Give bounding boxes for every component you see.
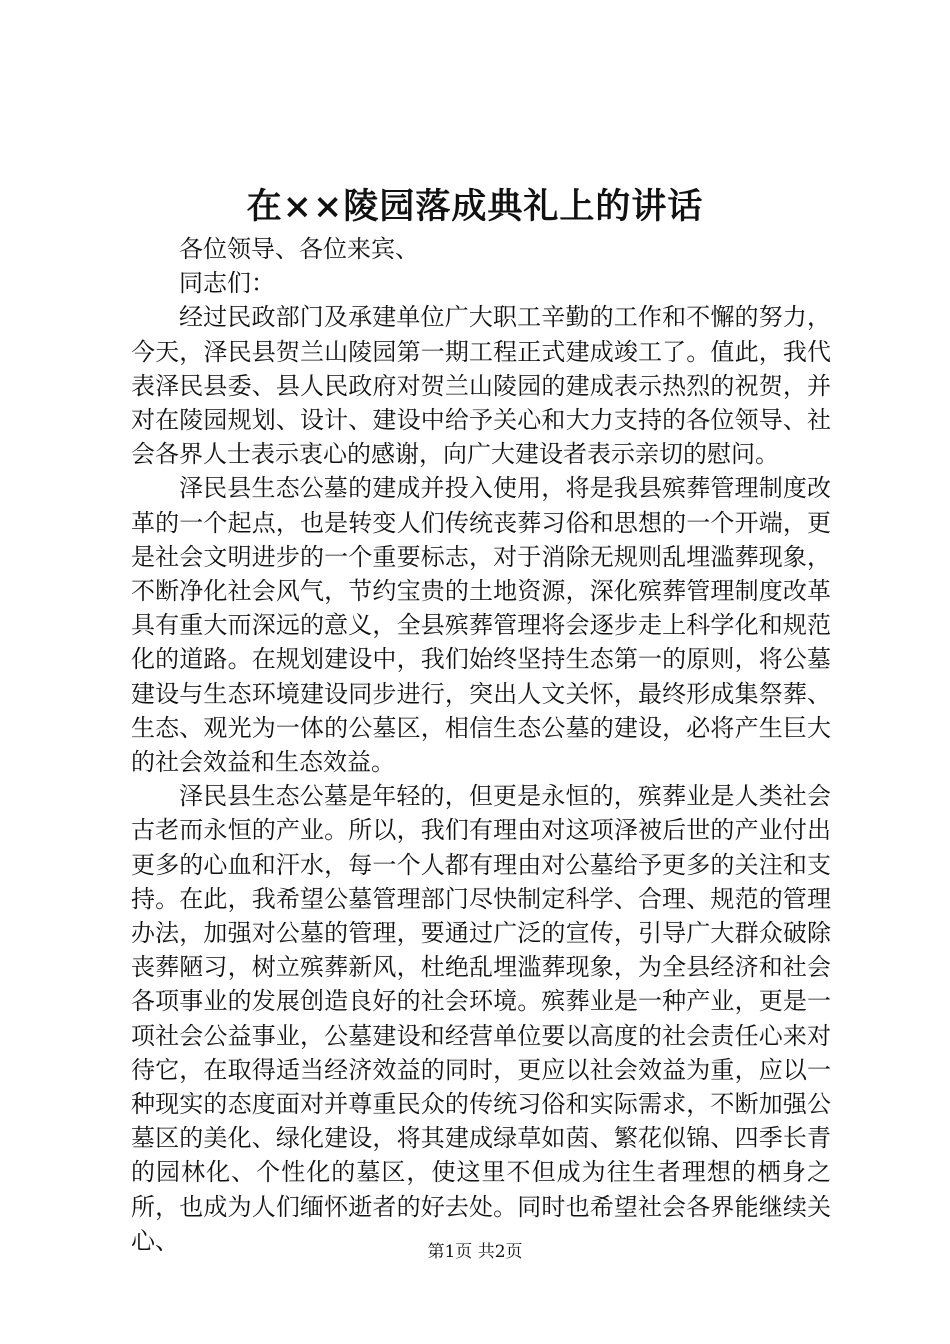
document-title: 在××陵园落成典礼上的讲话 xyxy=(246,186,704,227)
body-paragraph: 经过民政部门及承建单位广大职工辛勤的工作和不懈的努力，今天，泽民县贺兰山陵园第一期工程正式建成竣工了。值此，我代表泽民县委、县人民政府对贺兰山陵园的建成表示热烈的祝贺，并对在陵园规划、设计、建设中给予关心和大力支持的各位领导、社会各界人士表示衷心的感谢，向广大建设者表示亲切的慰问。 xyxy=(131,303,831,469)
salutation-line: 同志们： xyxy=(179,269,275,298)
body-paragraph: 泽民县生态公墓的建成并投入使用，将是我县殡葬管理制度改革的一个起点，也是转变人们传统丧葬习俗和思想的一个开端，更是社会文明进步的一个重要标志，对于消除无规则乱埋滥葬现象，不断净化社会风气，节约宝贵的土地资源，深化殡葬管理制度改革具有重大而深远的意义，全县殡葬管理将会逐步走上科学化和规范化的道路。在规划建设中，我们始终坚持生态第一的原则，将公墓建设与生态环境建设同步进行，突出人文关怀，最终形成集祭葬、生态、观光为一体的公墓区，相信生态公墓的建设，必将产生巨大的社会效益和生态效益。 xyxy=(131,474,831,777)
page-footer xyxy=(0,1240,950,1264)
document-body xyxy=(131,232,831,1258)
page-number: 第1页 共2页 xyxy=(427,1242,523,1262)
salutation-line: 各位领导、各位来宾、 xyxy=(179,235,419,263)
body-paragraph: 泽民县生态公墓是年轻的，但更是永恒的，殡葬业是人类社会古老而永恒的产业。所以，我们有理由对这项泽被后世的产业付出更多的心血和汗水，每一个人都有理由对公墓给予更多的关注和支持。在此，我希望公墓管理部门尽快制定科学、合理、规范的管理办法，加强对公墓的管理，要通过广泛的宣传，引导广大群众破除丧葬陋习，树立殡葬新风，杜绝乱埋滥葬现象，为全县经济和社会各项事业的发展创造良好的社会环境。殡葬业是一种产业，更是一项社会公益事业，公墓建设和经营单位要以高度的社会责任心来对待它，在取得适当经济效益的同时，更应以社会效益为重，应以一种现实的态度面对并尊重民众的传统习俗和实际需求，不断加强公墓区的美化、绿化建设，将其建成绿草如茵、繁花似锦、四季长青的园林化、个性化的墓区，使这里不但成为往生者理想的栖身之所，也成为人们缅怀逝者的好去处。同时也希望社会各界能继续关心、 xyxy=(131,782,831,1255)
